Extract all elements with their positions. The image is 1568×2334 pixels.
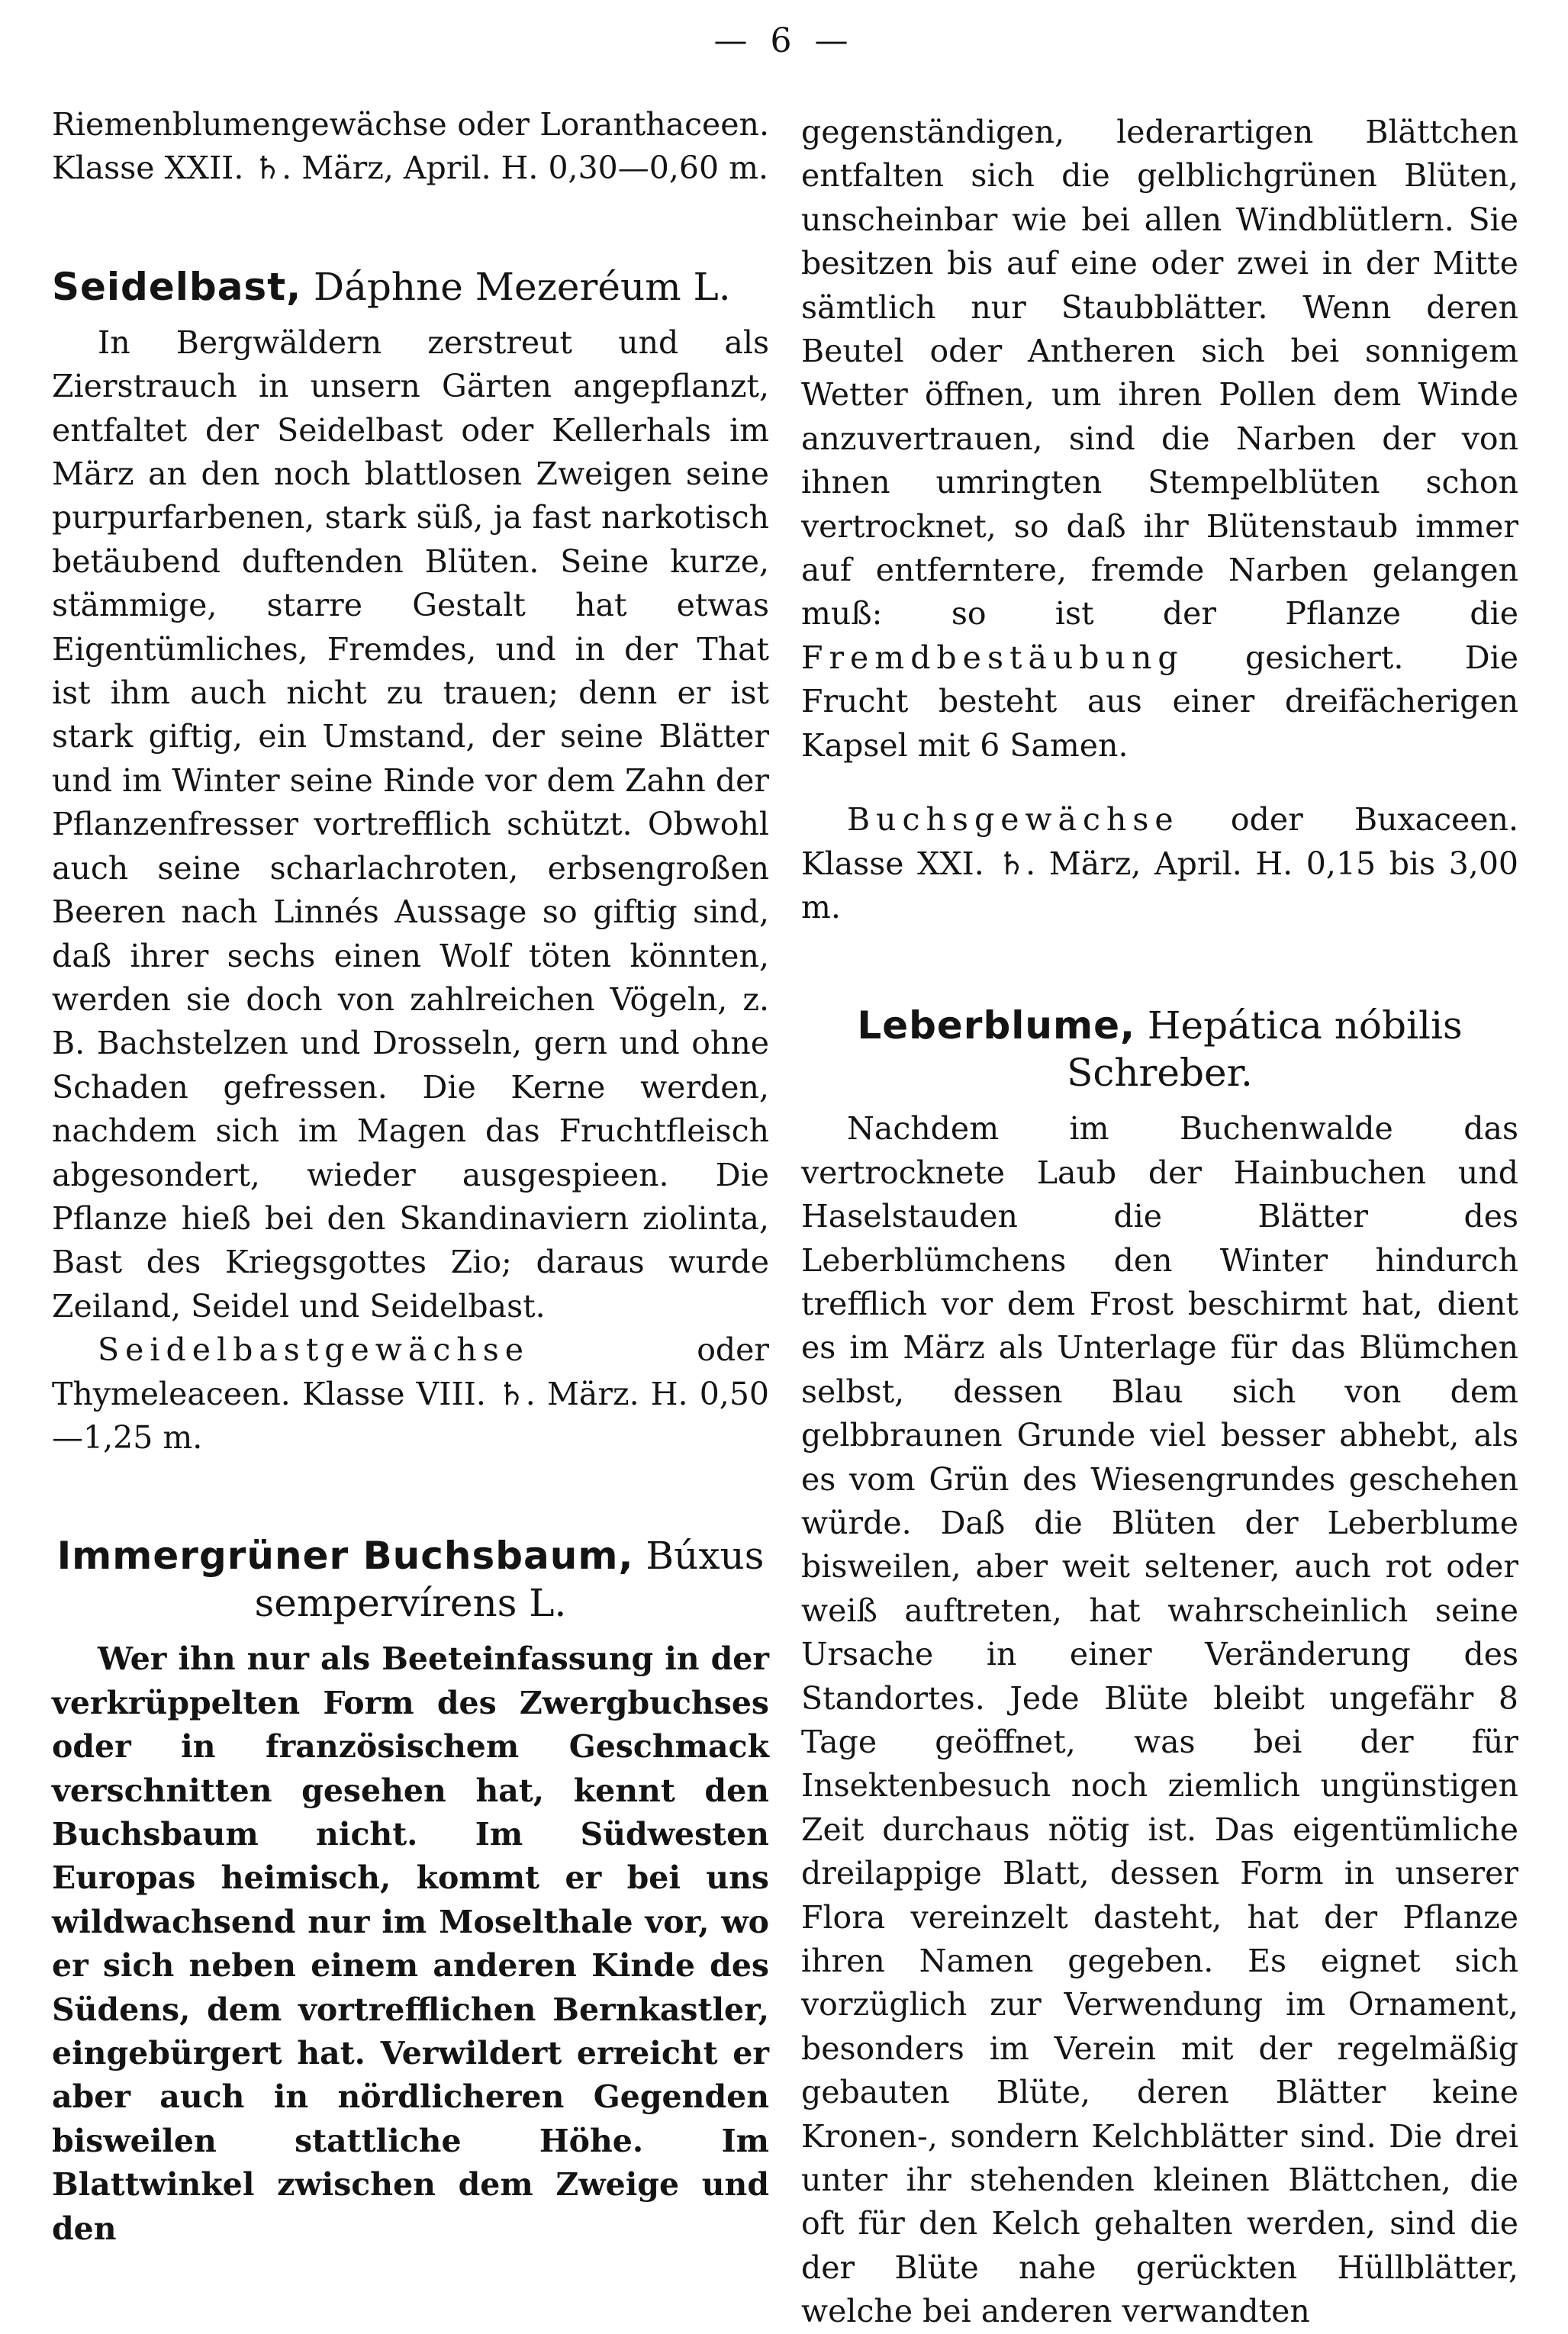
page-number: — 6 — <box>713 21 855 60</box>
classification-buxaceen-rest: oder Buxaceen. Klasse XXI. ♄. März, April. H. 0,15 bis 3,00 m. <box>801 801 1518 926</box>
heading-leberblume-name: Leberblume, <box>857 1003 1135 1048</box>
classification-thymeleaceen-family: Seidelbastgewächse <box>98 1331 530 1369</box>
heading-seidelbast <box>52 263 769 311</box>
heading-seidelbast-latin: Dáphne Mezeréum L. <box>314 264 731 309</box>
heading-buchsbaum-name: Immergrüner Buchsbaum, <box>56 1534 634 1579</box>
paragraph-leberblume: Nachdem im Buchenwalde das vertrocknete Laub der Hainbuchen und Haselstauden die Blätter des Leberblümchens den Winter hindurch trefflich vor dem Frost beschirmt hat, dient es im März als Unterlage für das Blümchen selbst, dessen Blau sich von dem gelbbraunen Grunde viel besser abhebt, als es vom Grün des Wiesengrundes geschehen würde. Daß die Blüten der Leberblume bisweilen, aber weit seltener, auch rot oder weiß auftreten, hat wahrscheinlich seine Ursache in einer Veränderung des Standortes. Jede Blüte bleibt ungefähr 8 Tage geöffnet, was bei der für Insektenbesuch noch ziemlich ungünstigen Zeit durchaus nötig ist. Das eigentümliche dreilappige Blatt, dessen Form in unserer Flora vereinzelt dasteht, hat der Pflanze ihren Namen gegeben. Es eignet sich vorzüglich zur Verwendung im Ornament, besonders im Verein mit der regelmäßig gebauten Blüte, deren Blätter keine Kronen-, sondern Kelchblätter sind. Die drei unter ihr stehenden kleinen Blättchen, die oft für den Kelch gehalten werden, sind die der Blüte nahe gerückten Hüllblätter, welche bei anderen verwandten <box>801 1110 1518 2330</box>
classification-buxaceen-family: Buchsgewächse <box>847 801 1180 839</box>
classification-thymeleaceen <box>52 1328 769 1460</box>
term-fremdbestaeubung: Fremdbestäubung <box>801 639 1184 676</box>
left-column <box>52 103 769 2251</box>
paragraph-buchsbaum-continued <box>801 111 1518 768</box>
paragraph-buchsbaum-continued-b: gesichert. Die Frucht besteht aus einer dreifächerigen Kapsel mit 6 Samen. <box>801 639 1518 764</box>
classification-loranthaceen: Riemenblumengewächse oder Loranthaceen. Klasse XXII. ♄. März, April. H. 0,30—0,60 m. <box>52 106 769 187</box>
paragraph-buchsbaum: Wer ihn nur als Beeteinfassung in der verkrüppelten Form des Zwergbuchses oder in französischem Geschmack verschnitten gesehen hat, kennt den Buchsbaum nicht. Im Südwesten Europas heimisch, kommt er bei uns wildwachsend nur im Moselthale vor, wo er sich neben einem anderen Kinde des Südens, dem vortrefflichen Bernkastler, eingebürgert hat. Verwildert erreicht er aber auch in nördlicheren Gegenden bisweilen stattliche Höhe. Im Blattwinkel zwischen dem Zweige und den <box>52 1640 769 2247</box>
right-column <box>801 111 1518 2334</box>
heading-leberblume <box>801 1002 1518 1096</box>
heading-buchsbaum-latin: Búxus sempervírens L. <box>254 1534 765 1626</box>
paragraph-buchsbaum-continued-a: gegenständigen, lederartigen Blättchen entfalten sich die gelblichgrünen Blüten, unscheinbar wie bei allen Windblütlern. Sie besitzen bis auf eine oder zwei in der Mitte sämtlich nur Staubblätter. Wenn deren Beutel oder Antheren sich bei sonnigem Wetter öffnen, um ihren Pollen dem Winde anzuvertrauen, sind die Narben der von ihnen umringten Stempelblüten schon vertrocknet, so daß ihr Blütenstaub immer auf entferntere, fremde Narben gelangen muß: so ist der Pflanze die <box>801 114 1518 633</box>
classification-buxaceen <box>801 798 1518 929</box>
heading-buchsbaum <box>52 1532 769 1627</box>
heading-leberblume-latin: Hepática nóbilis Schreber. <box>1067 1003 1463 1096</box>
classification-thymeleaceen-rest: oder Thymeleaceen. Klasse VIII. ♄. März. H. 0,50—1,25 m. <box>52 1331 769 1456</box>
paragraph-seidelbast: In Bergwäldern zerstreut und als Zierstrauch in unsern Gärten angepflanzt, entfaltet der Seidelbast oder Kellerhals im März an den noch blattlosen Zweigen seine purpurfarbenen, stark süß, ja fast narkotisch betäubend duftenden Blüten. Seine kurze, stämmige, starre Gestalt hat etwas Eigentümliches, Fremdes, und in der That ist ihm auch nicht zu trauen; denn er ist stark giftig, ein Umstand, der seine Blätter und im Winter seine Rinde vor dem Zahn der Pflanzenfresser vortrefflich schützt. Obwohl auch seine scharlachroten, erbsengroßen Beeren nach Linnés Aussage so giftig sind, daß ihrer sechs einen Wolf töten könnten, werden sie doch von zahlreichen Vögeln, z. B. Bachstelzen und Drosseln, gern und ohne Schaden gefressen. Die Kerne werden, nachdem sich im Magen das Fruchtfleisch abgesondert, wieder ausgespieen. Die Pflanze hieß bei den Skandinaviern ziolinta, Bast des Kriegsgottes Zio; daraus wurde Zeiland, Seidel und Seidelbast. <box>52 324 769 1325</box>
heading-seidelbast-name: Seidelbast, <box>52 264 302 309</box>
